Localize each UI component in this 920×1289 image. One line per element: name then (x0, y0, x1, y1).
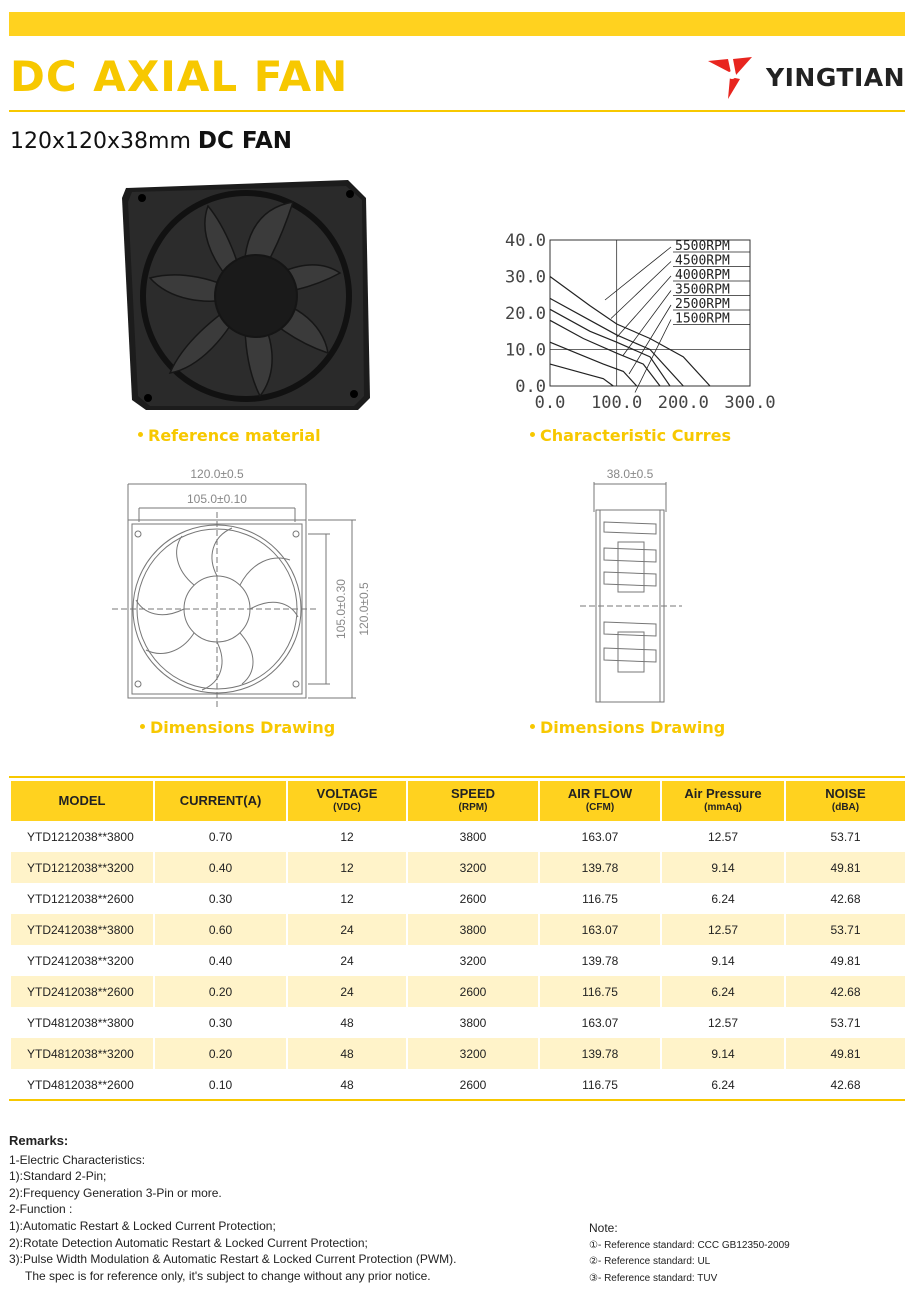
top-accent-bar (9, 12, 905, 36)
table-cell: 53.71 (786, 914, 905, 945)
chart-legend-label: 1500RPM (675, 311, 730, 327)
header-pressure: Air Pressure (mmAq) (662, 781, 784, 821)
table-cell: 9.14 (662, 852, 784, 883)
remarks-disclaimer: The spec is for reference only, it's subject to change without any prior notice. (25, 1268, 431, 1283)
table-cell: 48 (340, 1077, 354, 1092)
chart-y-tick-label: 0.0 (515, 377, 546, 397)
caption-drawing-side: Dimensions Drawing (530, 718, 725, 737)
side-dimension-drawing (578, 462, 688, 717)
bullet-icon (530, 724, 535, 729)
header-noise: NOISE (dBA) (786, 781, 905, 821)
table-cell: 12.57 (662, 914, 784, 945)
table-cell: 3200 (459, 953, 487, 968)
remarks-line: 3):Pulse Width Modulation & Automatic Restart & Locked Current Protection (PWM). (9, 1252, 457, 1267)
header-rule (9, 110, 905, 112)
note-line: ③- Reference standard: TUV (589, 1272, 718, 1284)
dim-depth: 38.0±0.5 (606, 467, 654, 481)
table-cell: 0.10 (208, 1077, 233, 1092)
table-row (11, 1069, 905, 1100)
table-cell: 2600 (459, 1077, 487, 1092)
header-speed: SPEED (RPM) (408, 781, 538, 821)
table-cell: 6.24 (711, 1077, 735, 1092)
table-cell: 3800 (408, 914, 538, 945)
table-row (11, 821, 905, 852)
table-cell: 0.30 (208, 1015, 233, 1030)
brand-logo (706, 55, 916, 101)
cell-model: YTD4812038**3800 (27, 1015, 134, 1030)
note-title: Note: (589, 1221, 618, 1235)
table-cell: 24 (340, 953, 354, 968)
table-cell: 9.14 (662, 1038, 784, 1069)
chart-legend-label: 2500RPM (675, 297, 730, 312)
table-cell: 12.57 (707, 1015, 739, 1030)
table-cell: 116.75 (582, 1077, 618, 1092)
table-cell: 0.40 (155, 852, 286, 883)
table-cell: 0.60 (155, 914, 286, 945)
table-cell: 3200 (408, 852, 538, 883)
caption-chart: Characteristic Curres (530, 426, 731, 445)
chart-legend-label: 4000RPM (675, 268, 730, 283)
chart-legend-label: 5500RPM (675, 239, 730, 254)
dim-height-inner: 105.0±0.30 (334, 579, 348, 639)
table-cell: 48 (288, 1038, 406, 1069)
table-cell: 53.71 (830, 829, 861, 844)
table-row (11, 852, 905, 883)
note-line: ②- Reference standard: UL (589, 1256, 711, 1267)
table-cell: 48 (340, 1015, 354, 1030)
cell-model: YTD4812038**2600 (27, 1077, 134, 1092)
dim-height-outer: 120.0±0.5 (357, 582, 371, 636)
table-cell: 12 (340, 891, 354, 906)
table-header-row (11, 781, 905, 821)
chart-x-tick-label: 0.0 (534, 393, 566, 413)
table-cell: 6.24 (711, 891, 735, 906)
remarks-line: 2):Frequency Generation 3-Pin or more. (9, 1185, 222, 1200)
chart-legend (605, 239, 750, 393)
subtitle-size: 120x120x38mm (10, 129, 191, 154)
table-cell: 116.75 (540, 976, 660, 1007)
table-cell: 3200 (408, 1038, 538, 1069)
caption-photo: Reference material (138, 426, 321, 445)
chart-legend-label: 3500RPM (675, 282, 730, 298)
table-cell: 12.57 (707, 829, 739, 844)
table-cell: 139.78 (540, 852, 660, 883)
table-cell: 24 (288, 976, 406, 1007)
chart-svg (505, 228, 790, 413)
brand-name: YINGTIAN (766, 63, 906, 92)
table-cell: 0.70 (208, 829, 233, 844)
cell-model: YTD2412038**3800 (11, 914, 153, 945)
chart-x-tick-label: 100.0 (591, 393, 643, 413)
page-title: DC AXIAL FAN (10, 52, 349, 101)
table-cell: 24 (288, 914, 406, 945)
header-current: CURRENT(A) (155, 781, 286, 821)
cell-model: YTD2412038**2600 (11, 976, 153, 1007)
cell-model: YTD1212038**2600 (27, 891, 134, 906)
chart-series-line (550, 342, 637, 386)
table-cell: 0.20 (155, 976, 286, 1007)
table-cell: 42.68 (786, 976, 905, 1007)
table-cell: 3800 (459, 829, 487, 844)
table-cell: 3800 (459, 1015, 487, 1030)
table-cell: 116.75 (582, 891, 618, 906)
remarks-section (9, 1133, 569, 1284)
caption-drawing-front: Dimensions Drawing (140, 718, 335, 737)
dim-width-inner: 105.0±0.10 (187, 492, 247, 506)
table-cell: 49.81 (786, 1038, 905, 1069)
chart-x-tick-label: 300.0 (724, 393, 776, 413)
table-row (11, 976, 905, 1007)
chart-y-tick-label: 40.0 (505, 231, 546, 251)
table-cell: 9.14 (711, 953, 735, 968)
remarks-line: 1):Standard 2-Pin; (9, 1169, 107, 1184)
table-row (11, 945, 905, 976)
header-model: MODEL (11, 781, 153, 821)
fan-photo (118, 178, 373, 418)
cell-model: YTD4812038**3200 (11, 1038, 153, 1069)
table-cell: 0.20 (155, 1038, 286, 1069)
table-cell: 42.68 (830, 891, 861, 906)
note-section (589, 1220, 889, 1287)
table-row (11, 1007, 905, 1038)
subtitle-type: DC FAN (197, 128, 292, 154)
dim-width-outer: 120.0±0.5 (190, 467, 244, 481)
chart-legend-leader (617, 276, 671, 337)
remarks-line: 1):Automatic Restart & Locked Current Protection; (9, 1218, 276, 1233)
table-cell: 2600 (459, 891, 487, 906)
table-row (11, 1038, 905, 1069)
remarks-line: 1-Electric Characteristics: (9, 1152, 146, 1167)
cell-model: YTD2412038**3200 (27, 953, 134, 968)
chart-legend-leader (605, 247, 671, 300)
bullet-icon (140, 724, 145, 729)
table-cell: 163.07 (581, 1015, 619, 1030)
remarks-title: Remarks: (9, 1133, 69, 1148)
bullet-icon (138, 432, 143, 437)
cell-model: YTD1212038**3200 (11, 852, 153, 883)
table-cell: 49.81 (786, 852, 905, 883)
table-cell: 12 (340, 829, 354, 844)
table-cell: 0.30 (208, 891, 233, 906)
yingtian-logo-icon (706, 55, 756, 101)
cell-model: YTD1212038**3800 (27, 829, 134, 844)
table-cell: 139.78 (540, 1038, 660, 1069)
table-cell: 49.81 (830, 953, 861, 968)
table-cell: 6.24 (662, 976, 784, 1007)
table-top-rule (9, 776, 905, 778)
chart-y-tick-label: 10.0 (505, 340, 546, 361)
table-cell: 42.68 (830, 1077, 861, 1092)
header-voltage: VOLTAGE (VDC) (288, 781, 406, 821)
chart-legend-label: 4500RPM (675, 253, 730, 269)
front-dimension-drawing (112, 462, 372, 717)
remarks-line: 2-Function : (9, 1202, 73, 1217)
table-bottom-rule (9, 1099, 905, 1101)
bullet-icon (530, 432, 535, 437)
header-airflow: AIR FLOW (CFM) (540, 781, 660, 821)
table-cell: 163.07 (581, 829, 619, 844)
chart-y-tick-label: 20.0 (505, 304, 546, 324)
table-row (11, 914, 905, 945)
table-cell: 0.40 (208, 953, 233, 968)
remarks-line: 2):Rotate Detection Automatic Restart & Locked Current Protection; (9, 1235, 368, 1250)
characteristic-chart (505, 228, 790, 418)
chart-x-tick-label: 200.0 (657, 393, 709, 413)
table-cell: 53.71 (830, 1015, 861, 1030)
table-cell: 12 (288, 852, 406, 883)
spec-table (9, 781, 907, 1100)
note-line: ①- Reference standard: CCC GB12350-2009 (589, 1239, 790, 1251)
table-cell: 163.07 (540, 914, 660, 945)
chart-series-line (550, 364, 613, 386)
table-row (11, 883, 905, 914)
table-cell: 2600 (408, 976, 538, 1007)
table-cell: 139.78 (581, 953, 619, 968)
chart-series-line (550, 309, 670, 386)
chart-y-tick-label: 30.0 (505, 267, 546, 288)
product-subtitle (10, 128, 292, 154)
